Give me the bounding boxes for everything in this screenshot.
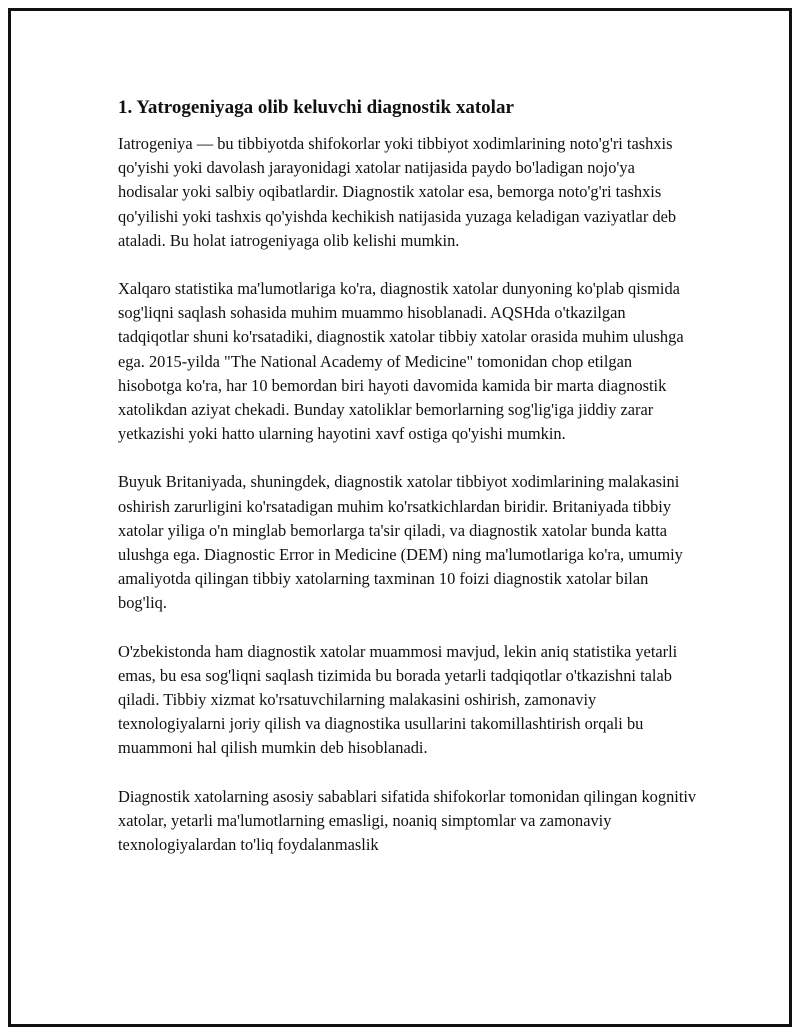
paragraph-causes: Diagnostik xatolarning asosiy sabablari sifatida shifokorlar tomonidan qilingan kognitiv xatolar, yetarli ma'lumotlarning emasligi, noaniq simptomlar va zamonaviy texnologiyalardan to'liq foydalanmaslik — [118, 786, 697, 855]
page-frame — [8, 8, 792, 1027]
paragraph-iatrogeny-definition: Iatrogeniya — bu tibbiyotda shifokorlar yoki tibbiyot xodimlarining noto'g'ri tashxis qo'yishi yoki davolash jarayonidagi xatolar natijasida paydo bo'ladigan nojo'ya hodisalar yoki salbiy oqibatlardir. Diagnostik xatolar esa, bemorga noto'g'ri tashxis qo'yilishi yoki tashxis qo'yishda kechikish natijasida yuzaga keladigan vaziyatlar deb ataladi. Bu holat iatrogeniyaga olib kelishi mumkin. — [118, 134, 677, 250]
document-body — [118, 96, 698, 881]
paragraph-uzbekistan: O'zbekistonda ham diagnostik xatolar muammosi mavjud, lekin aniq statistika yetarli emas, bu esa sog'liqni saqlash tizimida bu borada yetarli tadqiqotlar o'tkazishni talab qiladi. Tibbiy xizmat ko'rsatuvchilarning malakasini oshirish, zamonaviy texnologiyalarni joriy qilish va diagnostika usullarini takomillashtirish orqali bu muammoni hal qilish mumkin deb hisoblanadi. — [118, 641, 678, 758]
paragraph-international-statistics: Xalqaro statistika ma'lumotlariga ko'ra, diagnostik xatolar dunyoning ko'plab qismida sog'liqni saqlash sohasida muhim muammo hisoblanadi. AQSHda o'tkazilgan tadqiqotlar shuni ko'rsatadiki, diagnostik xatolar tibbiy xatolar orasida muhim ulushga ega. 2015-yilda "The National Academy of Medicine" tomonidan chop etilgan hisobotga ko'ra, har 10 bemordan biri hayoti davomida kamida bir marta diagnostik xatolikdan aziyat chekadi. Bunday xatoliklar bemorlarning sog'lig'iga jiddiy zarar yetkazishi yoki hatto ularning hayotini xavf ostiga qo'yishi mumkin. — [118, 279, 684, 444]
section-heading: 1. Yatrogeniyaga olib keluvchi diagnostik xatolar — [118, 97, 514, 118]
paragraph-great-britain: Buyuk Britaniyada, shuningdek, diagnostik xatolar tibbiyot xodimlarining malakasini oshirish zarurligini ko'rsatadigan muhim ko'rsatkichlardan biridir. Britaniyada tibbiy xatolar yiliga o'n minglab bemorlarga ta'sir qiladi, va diagnostik xatolar bunda katta ulushga ega. Diagnostic Error in Medicine (DEM) ning ma'lumotlariga ko'ra, umumiy amaliyotda qilingan tibbiy xatolarning taxminan 10 foizi diagnostik xatolar bilan bog'liq. — [118, 472, 683, 613]
